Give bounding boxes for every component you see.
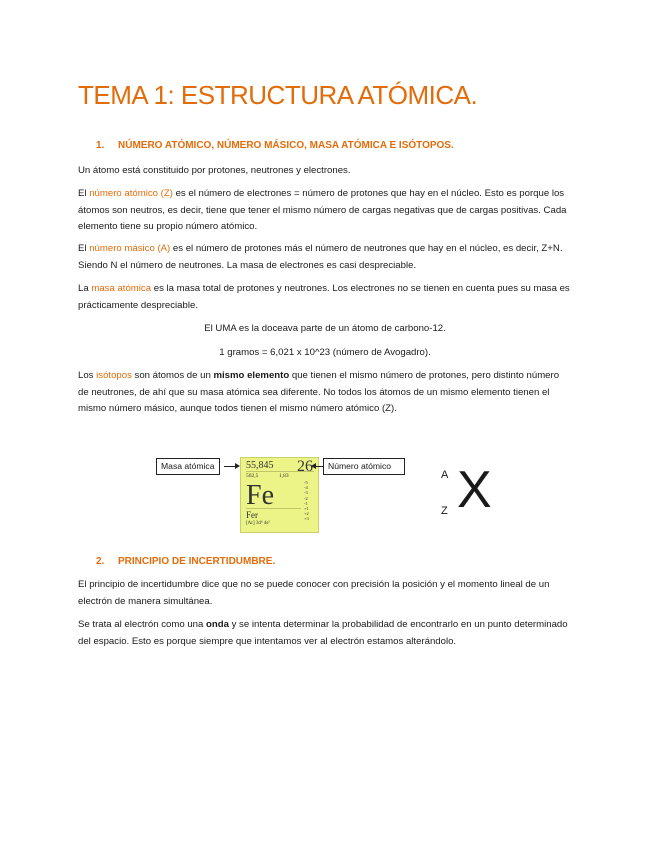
card-divider (246, 508, 301, 509)
text-fragment: Se trata al electrón como una (78, 619, 206, 630)
section-2-title: PRINCIPIO DE INCERTIDUMBRE. (118, 556, 276, 567)
avogadro-paragraph: 1 gramos = 6,021 x 10^23 (número de Avogadro). (219, 347, 431, 358)
page-title: TEMA 1: ESTRUCTURA ATÓMICA. (78, 80, 478, 110)
nuclide-mass-number: A (441, 469, 449, 481)
term-atomic-mass: masa atómica (91, 283, 152, 294)
text-fragment: Los (78, 370, 97, 381)
card-sub-value-2: 1,83 (279, 473, 289, 479)
arrow-atomic-number (316, 466, 323, 467)
section-1-number: 1. (96, 140, 105, 151)
intro-paragraph: Un átomo está constituido por protones, neutrones y electrones. (78, 165, 351, 176)
card-divider (246, 471, 314, 472)
card-symbol: Fe (246, 480, 274, 511)
atomic-number-paragraph (78, 186, 572, 236)
bold-wave: onda (206, 619, 229, 630)
card-mass: 55,845 (246, 460, 274, 471)
isotopes-paragraph (78, 368, 572, 418)
term-mass-number: número másico (A) (89, 243, 171, 254)
text-fragment: son átomos de un (131, 370, 214, 381)
section-2-heading (96, 556, 275, 567)
label-atomic-mass: Masa atómica (156, 458, 220, 475)
term-isotopes: isótopos (96, 370, 132, 381)
mass-number-paragraph (78, 241, 572, 274)
bold-same-element: mismo elemento (213, 370, 290, 381)
text-fragment: El (78, 243, 90, 254)
nuclide-symbol: X (457, 461, 492, 519)
section-1-heading (96, 140, 454, 151)
wave-paragraph (78, 617, 572, 650)
card-atomic-number: 26 (297, 458, 313, 475)
text-fragment: es la masa total de protones y neutrones. Los electrones no se tienen en cuenta pues su masa es prácticamente despreciable. (78, 283, 570, 311)
card-oxidation-states: -5 -4 -3 -2 -1 +1 +2 +3 (304, 480, 309, 522)
atomic-mass-paragraph (78, 281, 572, 314)
text-fragment: que tienen el mismo número de protones, pero distinto número de neutrones, de ahí que su masa atómica sea diferente. No todos los átomos de un mismo elemento tienen el mismo número másico, aunque todos tienen el mismo número atómico (Z). (78, 370, 560, 414)
text-fragment: y se intenta determinar la probabilidad de encontrarlo en un punto determinado del espacio. Esto es porque siempre que intentamos ver al electrón estamos alterándolo. (78, 619, 568, 647)
card-name: Fer (246, 510, 258, 520)
uncertainty-paragraph: El principio de incertidumbre dice que no se puede conocer con precisión la posición y el momento lineal de un electrón de manera simultánea. (78, 579, 550, 607)
term-atomic-number: número atómico (Z) (89, 188, 173, 199)
uma-paragraph: El UMA es la doceava parte de un átomo de carbono-12. (204, 323, 446, 334)
card-configuration: [Ar] 3d⁶ 4s² (246, 521, 270, 526)
section-2-number: 2. (96, 556, 105, 567)
text-fragment: La (78, 283, 92, 294)
element-card-iron (240, 457, 319, 533)
nuclide-atomic-number: Z (441, 505, 448, 517)
card-sub-value-1: 502,5 (246, 473, 259, 479)
label-atomic-number: Número atómico (323, 458, 405, 475)
text-fragment: El (78, 188, 90, 199)
text-fragment: es el número de protones más el número de neutrones que hay en el núcleo, es decir, Z+N. Siendo N el número de neutrones. La masa de electrones es casi despreciable. (78, 243, 563, 271)
text-fragment: es el número de electrones = número de protones que hay en el núcleo. Esto es porque los átomos son neutros, es decir, tiene que tener el mismo número de cargas negativas que de cargas positivas. Cada elemento tiene su propio número atómico. (78, 188, 567, 232)
section-1-title: NÚMERO ATÓMICO, NÚMERO MÁSICO, MASA ATÓMICA E ISÓTOPOS. (118, 140, 454, 151)
